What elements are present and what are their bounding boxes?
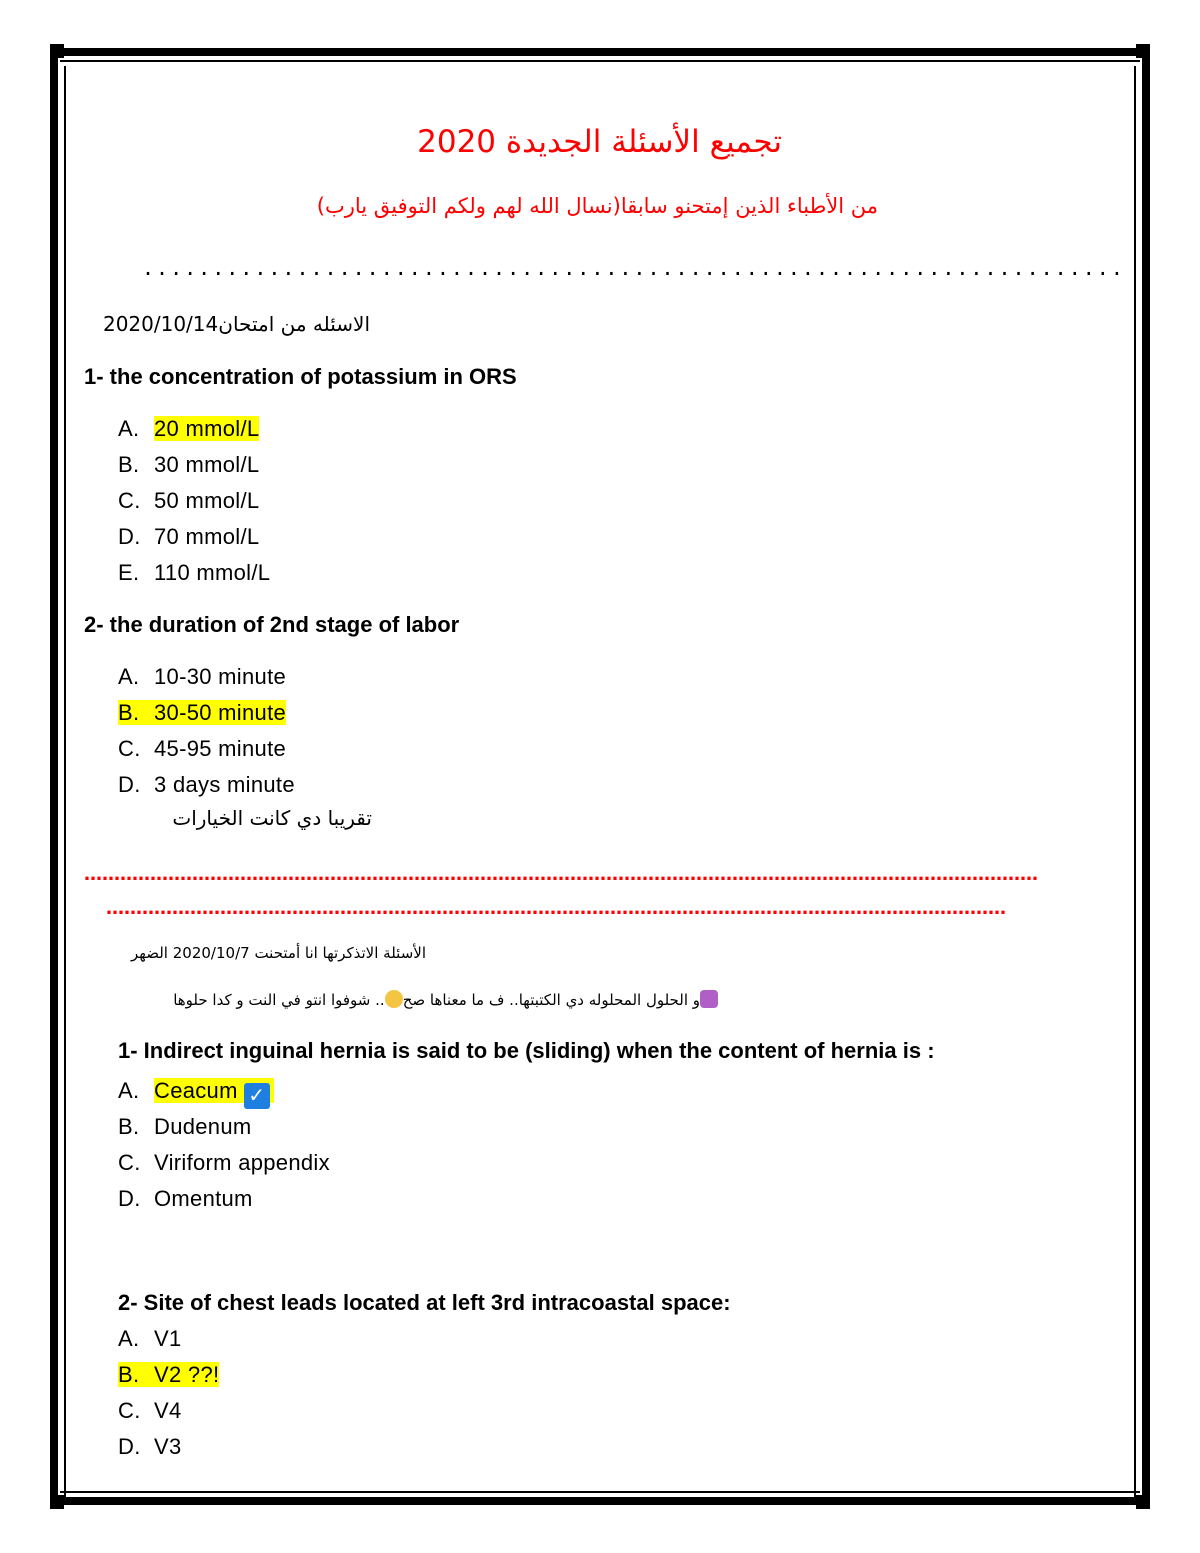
question-2-option-d[interactable] [118,772,295,798]
border-corner-top-right [1136,44,1150,58]
red-dotted-separator-1: …………………………………………………………………………………………………………………………………………… [84,864,1038,885]
question-1-option-c[interactable] [118,488,259,514]
question-3-text: 1- Indirect inguinal hernia is said to be (sliding) when the content of hernia is : [118,1038,935,1063]
option-text-highlighted: V2 ??! [154,1362,220,1387]
option-text: 30 mmol/L [154,452,260,477]
page-subtitle: من الأطباء الذين إمتحنو سابقا(نسال الله لهم ولكم التوفيق يارب) [316,194,878,218]
option-letter: C. [118,736,141,761]
option-letter: D. [118,772,141,797]
options-note: تقريبا دي كانت الخيارات [172,806,372,830]
intro-text-part1: و الحلول المحلوله دي الكتبتها.. ف ما معناها صح [402,991,700,1009]
page-border-top-inner [60,60,1140,62]
red-dotted-separator-2: …………………………………………………………………………………………………………………………………… [106,898,1006,919]
border-corner-bottom-right [1136,1495,1150,1509]
option-text: 3 days minute [154,772,295,797]
option-letter: C. [118,488,141,513]
page-border-right-inner [1134,66,1136,1498]
option-letter: D. [118,1434,141,1459]
intro-text-part2: .. شوفوا انتو في النت و كدا حلوها [173,991,385,1009]
question-4-option-b[interactable] [118,1362,219,1388]
option-letter: D. [118,524,141,549]
question-2-option-a[interactable] [118,664,286,690]
option-text-highlighted: 20 mmol/L [154,416,260,441]
option-text: Omentum [154,1186,253,1211]
page-border-left [50,58,58,1508]
question-4-option-d[interactable] [118,1434,182,1460]
page-border-right [1142,58,1150,1508]
option-text-highlighted: 30-50 minute [154,700,287,725]
option-letter: B. [118,1362,140,1387]
section2-intro-line2 [173,990,718,1009]
question-4-option-a[interactable] [118,1326,182,1352]
border-corner-bottom-left [50,1495,64,1509]
dotted-divider: ...................................................................... [142,256,1125,280]
option-letter: A. [118,1078,140,1103]
option-letter: C. [118,1150,141,1175]
option-text: Dudenum [154,1114,252,1139]
question-4-option-c[interactable] [118,1398,182,1424]
question-3-option-b[interactable] [118,1114,252,1140]
option-letter: A. [118,416,140,441]
sweat-smile-emoji-icon [385,990,403,1008]
option-letter: B. [118,700,140,725]
option-letter: B. [118,452,140,477]
question-4-text: 2- Site of chest leads located at left 3rd intracoastal space: [118,1290,731,1315]
option-letter: C. [118,1398,141,1423]
page-border-bottom-inner [60,1491,1140,1493]
option-text: V3 [154,1434,182,1459]
checkmark-icon: ✓ [244,1083,270,1109]
option-text: 45-95 minute [154,736,287,761]
section2-intro-line1: الأسئلة الاتذكرتها انا أمتحنت 2020/10/7 الضهر [131,944,426,962]
page-border-bottom [60,1497,1140,1505]
question-1-option-a[interactable] [118,416,259,442]
question-3-option-a[interactable] [118,1078,274,1109]
page-border-left-inner [64,66,66,1498]
option-letter: A. [118,664,140,689]
option-letter: D. [118,1186,141,1211]
question-1-text: 1- the concentration of potassium in ORS [84,364,517,389]
option-text: 50 mmol/L [154,488,260,513]
option-text: 110 mmol/L [154,560,271,585]
question-1-option-b[interactable] [118,452,259,478]
question-3-option-d[interactable] [118,1186,253,1212]
question-1-option-d[interactable] [118,524,259,550]
option-letter: E. [118,560,140,585]
question-2-option-b[interactable] [118,700,286,726]
option-text: 70 mmol/L [154,524,260,549]
question-1-option-e[interactable] [118,560,270,586]
option-text: V4 [154,1398,182,1423]
option-text-highlighted: Ceacum [154,1078,238,1103]
option-text: Viriform appendix [154,1150,330,1175]
question-2-option-c[interactable] [118,736,286,762]
option-text: 10-30 minute [154,664,287,689]
option-letter: A. [118,1326,140,1351]
option-letter: B. [118,1114,140,1139]
exam-date-line: الاسئله من امتحان2020/10/14 [102,312,370,336]
page-border-top [60,48,1140,56]
page-title: تجميع الأسئلة الجديدة 2020 [417,124,782,160]
shrug-emoji-icon [700,990,718,1008]
question-3-option-c[interactable] [118,1150,330,1176]
border-corner-top-left [50,44,64,58]
question-2-text: 2- the duration of 2nd stage of labor [84,612,460,637]
option-text: V1 [154,1326,182,1351]
